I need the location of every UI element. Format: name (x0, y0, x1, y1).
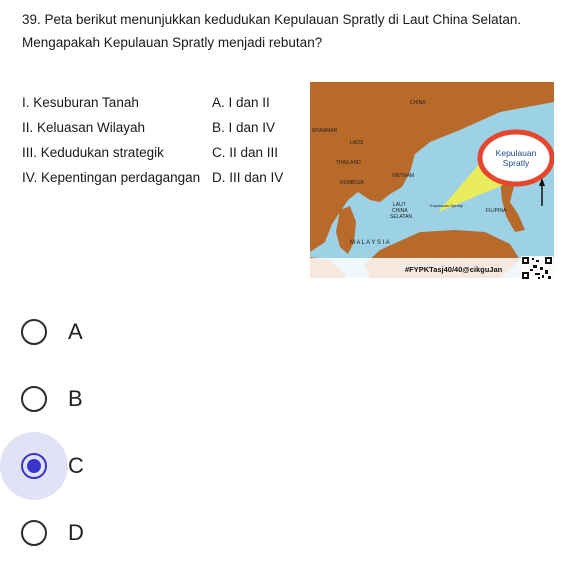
statement-row (22, 115, 307, 140)
label-myanmar: MYANMAR (312, 128, 338, 134)
label-thailand: THAILAND (336, 160, 361, 166)
label-malaysia: M A L A Y S I A (350, 240, 390, 246)
choice-b-text: B. I dan IV (212, 120, 276, 135)
choice-d-text: D. III dan IV (212, 170, 284, 185)
question-text (22, 8, 562, 54)
question-line-1: 39. Peta berikut menunjukkan kedudukan Kepulauan Spratly di Laut China Selatan. (22, 12, 522, 27)
radio-d[interactable] (21, 520, 47, 546)
option-d-label[interactable]: D (68, 519, 84, 545)
label-china-sea: CHINA (392, 208, 408, 214)
label-china: CHINA (410, 100, 426, 106)
label-spratly-small: Kepulauan Spratly (430, 203, 463, 208)
spratly-map-image (310, 82, 554, 278)
statement-list (22, 90, 307, 190)
choice-c-text: C. II dan III (212, 145, 279, 160)
radio-b[interactable] (21, 386, 47, 412)
label-laos: LAOS (350, 140, 364, 146)
option-a[interactable] (0, 298, 577, 365)
option-a-label[interactable]: A (68, 318, 83, 344)
label-laut: LAUT (393, 202, 406, 208)
selected-highlight (0, 432, 68, 500)
qr-code-icon (521, 256, 553, 280)
callout-label-2: Spratly (502, 158, 530, 168)
question-line-2: Mengapakah Kepulauan Spratly menjadi rebutan? (22, 35, 323, 50)
answer-options (0, 298, 577, 566)
radio-c[interactable] (21, 453, 47, 479)
statement-i: I. Kesuburan Tanah (22, 95, 139, 110)
callout-label-1: Kepulauan (495, 148, 537, 158)
label-vietnam: VIETNAM (392, 173, 415, 179)
option-c-label[interactable]: C (68, 452, 84, 478)
statement-row (22, 140, 307, 165)
option-b-label[interactable]: B (68, 385, 83, 411)
map-svg (310, 82, 554, 278)
statement-ii: II. Keluasan Wilayah (22, 120, 146, 135)
statement-row (22, 165, 307, 190)
option-c[interactable] (0, 432, 577, 499)
option-b[interactable] (0, 365, 577, 432)
statement-iv: IV. Kepentingan perdagangan (22, 170, 201, 185)
label-kemboja: KEMBOJA (340, 180, 364, 186)
label-selatan: SELATAN (390, 214, 413, 220)
radio-selected-dot (27, 459, 41, 473)
caption-text: #FYPKTasj40/40@cikguJan (405, 265, 503, 274)
option-d[interactable] (0, 499, 577, 566)
choice-a-text: A. I dan II (212, 95, 270, 110)
label-filipina: FILIPINA (486, 208, 507, 214)
statement-iii: III. Kedudukan strategik (22, 145, 164, 160)
radio-a[interactable] (21, 319, 47, 345)
statement-row (22, 90, 307, 115)
